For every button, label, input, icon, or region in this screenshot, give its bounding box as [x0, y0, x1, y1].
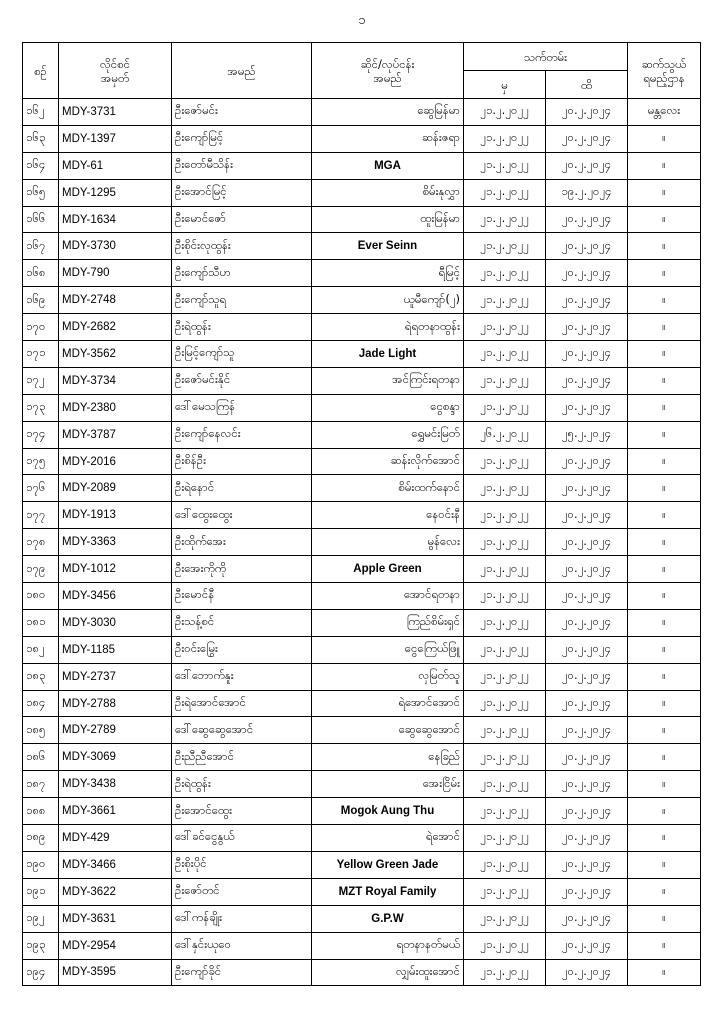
table-row — [23, 771, 701, 798]
row-number: ၁၈၈ — [23, 798, 59, 825]
row-number: ၁၇၃ — [23, 394, 59, 421]
table-row — [23, 636, 701, 663]
license-number: MDY-3030 — [59, 609, 172, 636]
table-row — [23, 663, 701, 690]
contact-office: ။ — [628, 421, 701, 448]
valid-to: ၂၀.၂.၂၀၂၄ — [546, 152, 628, 179]
header-from: မှ — [464, 71, 546, 99]
owner-name: ဒေါ်ဘောက်နူး — [172, 663, 312, 690]
row-number: ၁၈၆ — [23, 744, 59, 771]
valid-from: ၂၁.၂.၂၀၂၂ — [464, 99, 546, 126]
shop-name: ရွှေမင်းမြတ် — [312, 421, 464, 448]
shop-name: အေးငြိမ်း — [312, 771, 464, 798]
table-row — [23, 260, 701, 287]
valid-from: ၂၁.၂.၂၀၂၂ — [464, 260, 546, 287]
valid-from: ၂၁.၂.၂၀၂၂ — [464, 448, 546, 475]
shop-name: အောင်ရတနာ — [312, 583, 464, 610]
shop-name: ဆန်းဇရာ — [312, 125, 464, 152]
shop-name: ကြည်စိမ်းရှင် — [312, 609, 464, 636]
row-number: ၁၈၁ — [23, 609, 59, 636]
license-table — [22, 42, 701, 986]
row-number: ၁၉၄ — [23, 959, 59, 986]
owner-name: ဦးထိုက်အေး — [172, 529, 312, 556]
license-number: MDY-1913 — [59, 502, 172, 529]
shop-name: G.P.W — [312, 905, 464, 932]
owner-name: ဦးအောင်ထွေး — [172, 798, 312, 825]
valid-to: ၂၀.၂.၂၀၂၄ — [546, 556, 628, 583]
valid-from: ၂၁.၂.၂၀၂၂ — [464, 179, 546, 206]
row-number: ၁၈၄ — [23, 690, 59, 717]
contact-office: ။ — [628, 744, 701, 771]
row-number: ၁၉၂ — [23, 905, 59, 932]
owner-name: ဒေါ်ခင်ငွေနွယ် — [172, 825, 312, 852]
shop-name: ရတနာနတ်မယ် — [312, 932, 464, 959]
license-number: MDY-3787 — [59, 421, 172, 448]
owner-name: ဦးဇော်မင်းနိုင် — [172, 367, 312, 394]
contact-office: မန္တလေး — [628, 99, 701, 126]
valid-from: ၂၁.၂.၂၀၂၂ — [464, 744, 546, 771]
table-row — [23, 421, 701, 448]
valid-from: ၂၁.၂.၂၀၂၂ — [464, 233, 546, 260]
license-number: MDY-2748 — [59, 287, 172, 314]
valid-to: ၁၉.၂.၂၀၂၄ — [546, 179, 628, 206]
contact-office: ။ — [628, 341, 701, 368]
owner-name: ဦးဇော်မင်း — [172, 99, 312, 126]
contact-office: ။ — [628, 583, 701, 610]
owner-name: ဦးရဲထွန်း — [172, 771, 312, 798]
table-row — [23, 717, 701, 744]
row-number: ၁၆၈ — [23, 260, 59, 287]
table-row — [23, 233, 701, 260]
valid-to: ၂၀.၂.၂၀၂၄ — [546, 394, 628, 421]
table-row — [23, 448, 701, 475]
shop-name: နေခြည် — [312, 744, 464, 771]
valid-from: ၂၁.၂.၂၀၂၂ — [464, 905, 546, 932]
owner-name: ဦးမောင်ဇော် — [172, 206, 312, 233]
license-number: MDY-3466 — [59, 851, 172, 878]
row-number: ၁၇၆ — [23, 475, 59, 502]
license-number: MDY-3631 — [59, 905, 172, 932]
valid-from: ၂၁.၂.၂၀၂၂ — [464, 636, 546, 663]
valid-to: ၂၀.၂.၂၀၂၄ — [546, 206, 628, 233]
license-number: MDY-1397 — [59, 125, 172, 152]
contact-office: ။ — [628, 798, 701, 825]
license-number: MDY-2089 — [59, 475, 172, 502]
shop-name: ဆွေမြန်မာ — [312, 99, 464, 126]
table-row — [23, 152, 701, 179]
table-row — [23, 690, 701, 717]
owner-name: ဦးကျော်မြင့် — [172, 125, 312, 152]
contact-office: ။ — [628, 663, 701, 690]
row-number: ၁၈၂ — [23, 636, 59, 663]
table-row — [23, 744, 701, 771]
table-row — [23, 341, 701, 368]
shop-name: မွန်လေး — [312, 529, 464, 556]
owner-name: ဒေါ်ကန်ချိုး — [172, 905, 312, 932]
valid-to: ၂၀.၂.၂၀၂၄ — [546, 99, 628, 126]
contact-office: ။ — [628, 932, 701, 959]
row-number: ၁၇၀ — [23, 314, 59, 341]
owner-name: ဒေါ်ထွေးထွေး — [172, 502, 312, 529]
shop-name: စိမ်းနုလွှာ — [312, 179, 464, 206]
owner-name: ဦးအေးကိုကို — [172, 556, 312, 583]
valid-to: ၂၀.၂.၂၀၂၄ — [546, 878, 628, 905]
contact-office: ။ — [628, 825, 701, 852]
valid-to: ၂၀.၂.၂၀၂၄ — [546, 502, 628, 529]
license-number: MDY-1634 — [59, 206, 172, 233]
valid-from: ၂၁.၂.၂၀၂၂ — [464, 206, 546, 233]
contact-office: ။ — [628, 448, 701, 475]
contact-office: ။ — [628, 314, 701, 341]
row-number: ၁၇၇ — [23, 502, 59, 529]
valid-from: ၂၁.၂.၂၀၂၂ — [464, 556, 546, 583]
owner-name: ဦးစိန်ဦး — [172, 448, 312, 475]
shop-name: ရီမြင့် — [312, 260, 464, 287]
license-number: MDY-1185 — [59, 636, 172, 663]
valid-from: ၂၁.၂.၂၀၂၂ — [464, 394, 546, 421]
table-row — [23, 475, 701, 502]
contact-office: ။ — [628, 179, 701, 206]
table-row — [23, 367, 701, 394]
row-number: ၁၆၂ — [23, 99, 59, 126]
valid-from: ၂၁.၂.၂၀၂၂ — [464, 798, 546, 825]
valid-to: ၂၀.၂.၂၀၂၄ — [546, 959, 628, 986]
valid-to: ၂၀.၂.၂၀၂၄ — [546, 341, 628, 368]
valid-to: ၂၀.၂.၂၀၂၄ — [546, 314, 628, 341]
shop-name: လှမြတ်သူ — [312, 663, 464, 690]
valid-to: ၂၀.၂.၂၀၂၄ — [546, 367, 628, 394]
license-number: MDY-3456 — [59, 583, 172, 610]
shop-name: နေဝင်းနီ — [312, 502, 464, 529]
valid-from: ၂၁.၂.၂၀၂၂ — [464, 932, 546, 959]
contact-office: ။ — [628, 851, 701, 878]
row-number: ၁၆၃ — [23, 125, 59, 152]
table-row — [23, 179, 701, 206]
valid-from: ၂၁.၂.၂၀၂၂ — [464, 851, 546, 878]
row-number: ၁၇၄ — [23, 421, 59, 448]
contact-office: ။ — [628, 771, 701, 798]
table-row — [23, 287, 701, 314]
license-number: MDY-3069 — [59, 744, 172, 771]
shop-name: ငွေစန္ဒာ — [312, 394, 464, 421]
valid-to: ၂၀.၂.၂၀၂၄ — [546, 717, 628, 744]
header-period: သက်တမ်း — [464, 43, 628, 71]
valid-from: ၂၆.၂.၂၀၂၂ — [464, 421, 546, 448]
table-row — [23, 583, 701, 610]
row-number: ၁၇၂ — [23, 367, 59, 394]
row-number: ၁၉၁ — [23, 878, 59, 905]
row-number: ၁၆၇ — [23, 233, 59, 260]
license-number: MDY-1295 — [59, 179, 172, 206]
valid-from: ၂၁.၂.၂၀၂၂ — [464, 367, 546, 394]
license-number: MDY-2016 — [59, 448, 172, 475]
owner-name: ဦးသန့်စင် — [172, 609, 312, 636]
license-number: MDY-3661 — [59, 798, 172, 825]
valid-from: ၂၁.၂.၂၀၂၂ — [464, 314, 546, 341]
contact-office: ။ — [628, 260, 701, 287]
license-number: MDY-790 — [59, 260, 172, 287]
contact-office: ။ — [628, 287, 701, 314]
contact-office: ။ — [628, 367, 701, 394]
license-number: MDY-3734 — [59, 367, 172, 394]
owner-name: ဦးတော်မီသိန်း — [172, 152, 312, 179]
owner-name: ဦးစိုင်းလုထွန်း — [172, 233, 312, 260]
valid-from: ၂၁.၂.၂၀၂၂ — [464, 287, 546, 314]
row-number: ၁၆၉ — [23, 287, 59, 314]
valid-to: ၂၀.၂.၂၀၂၄ — [546, 771, 628, 798]
shop-name: Yellow Green Jade — [312, 851, 464, 878]
valid-from: ၂၁.၂.၂၀၂၂ — [464, 663, 546, 690]
contact-office: ။ — [628, 690, 701, 717]
valid-to: ၂၀.၂.၂၀၂၄ — [546, 609, 628, 636]
license-number: MDY-3595 — [59, 959, 172, 986]
contact-office: ။ — [628, 717, 701, 744]
valid-to: ၂၀.၂.၂၀၂၄ — [546, 636, 628, 663]
table-row — [23, 206, 701, 233]
valid-from: ၂၁.၂.၂၀၂၂ — [464, 690, 546, 717]
valid-from: ၂၁.၂.၂၀၂၂ — [464, 771, 546, 798]
row-number: ၁၈၃ — [23, 663, 59, 690]
owner-name: ဦးကျော်သူရ — [172, 287, 312, 314]
row-number: ၁၈၅ — [23, 717, 59, 744]
table-row — [23, 609, 701, 636]
valid-to: ၂၀.၂.၂၀၂၄ — [546, 125, 628, 152]
valid-from: ၂၁.၂.၂၀၂၂ — [464, 529, 546, 556]
contact-office: ။ — [628, 905, 701, 932]
valid-from: ၂၁.၂.၂၀၂၂ — [464, 609, 546, 636]
contact-office: ။ — [628, 529, 701, 556]
valid-to: ၂၀.၂.၂၀၂၄ — [546, 690, 628, 717]
table-row — [23, 314, 701, 341]
contact-office: ။ — [628, 475, 701, 502]
valid-from: ၂၁.၂.၂၀၂၂ — [464, 125, 546, 152]
shop-name: ရဲရတနာထွန်း — [312, 314, 464, 341]
shop-name: Apple Green — [312, 556, 464, 583]
row-number: ၁၆၅ — [23, 179, 59, 206]
contact-office: ။ — [628, 152, 701, 179]
row-number: ၁၉၃ — [23, 932, 59, 959]
owner-name: ဒေါ်ဆွေဆွေအောင် — [172, 717, 312, 744]
valid-to: ၂၀.၂.၂၀၂၄ — [546, 905, 628, 932]
owner-name: ဦးရဲအောင်အောင် — [172, 690, 312, 717]
table-row — [23, 798, 701, 825]
contact-office: ။ — [628, 636, 701, 663]
valid-to: ၂၀.၂.၂၀၂၄ — [546, 851, 628, 878]
license-number: MDY-2682 — [59, 314, 172, 341]
valid-to: ၂၀.၂.၂၀၂၄ — [546, 448, 628, 475]
row-number: ၁၈၉ — [23, 825, 59, 852]
valid-from: ၂၁.၂.၂၀၂၂ — [464, 717, 546, 744]
owner-name: ဒေါ်မေသကြန် — [172, 394, 312, 421]
license-number: MDY-2954 — [59, 932, 172, 959]
license-number: MDY-2737 — [59, 663, 172, 690]
shop-name: ဆန်းလိုက်အောင် — [312, 448, 464, 475]
owner-name: ဦးဇော်တင် — [172, 878, 312, 905]
valid-to: ၂၀.၂.၂၀၂၄ — [546, 663, 628, 690]
table-row — [23, 905, 701, 932]
license-number: MDY-2380 — [59, 394, 172, 421]
license-number: MDY-3562 — [59, 341, 172, 368]
contact-office: ။ — [628, 502, 701, 529]
table-row — [23, 556, 701, 583]
valid-from: ၂၁.၂.၂၀၂၂ — [464, 475, 546, 502]
owner-name: ဦးရဲထွန်း — [172, 314, 312, 341]
valid-to: ၂၅.၂.၂၀၂၄ — [546, 421, 628, 448]
header-no: စဉ် — [23, 43, 59, 99]
valid-from: ၂၁.၂.၂၀၂၂ — [464, 583, 546, 610]
valid-to: ၂၀.၂.၂၀၂၄ — [546, 825, 628, 852]
license-number: MDY-3438 — [59, 771, 172, 798]
valid-to: ၂၀.၂.၂၀၂၄ — [546, 744, 628, 771]
valid-to: ၂၀.၂.၂၀၂၄ — [546, 233, 628, 260]
table-row — [23, 394, 701, 421]
row-number: ၁၆၄ — [23, 152, 59, 179]
owner-name: ဦးအောင်မြင့် — [172, 179, 312, 206]
contact-office: ။ — [628, 609, 701, 636]
license-number: MDY-2789 — [59, 717, 172, 744]
license-number: MDY-429 — [59, 825, 172, 852]
license-number: MDY-3730 — [59, 233, 172, 260]
shop-name: MZT Royal Family — [312, 878, 464, 905]
license-number: MDY-61 — [59, 152, 172, 179]
owner-name: ဒေါ်နှင်းယုဝေ — [172, 932, 312, 959]
valid-to: ၂၀.၂.၂၀၂၄ — [546, 583, 628, 610]
valid-to: ၂၀.၂.၂၀၂၄ — [546, 475, 628, 502]
valid-to: ၂၀.၂.၂၀၂၄ — [546, 260, 628, 287]
owner-name: ဦးကျော်ခိုင် — [172, 959, 312, 986]
table-row — [23, 959, 701, 986]
valid-to: ၂၀.၂.၂၀၂၄ — [546, 287, 628, 314]
valid-from: ၂၁.၂.၂၀၂၂ — [464, 959, 546, 986]
row-number: ၁၈၇ — [23, 771, 59, 798]
license-number: MDY-2788 — [59, 690, 172, 717]
license-number: MDY-3622 — [59, 878, 172, 905]
valid-from: ၂၁.၂.၂၀၂၂ — [464, 878, 546, 905]
contact-office: ။ — [628, 206, 701, 233]
shop-name: အင်ကြင်းရတနာ — [312, 367, 464, 394]
row-number: ၁၇၈ — [23, 529, 59, 556]
header-to: ထိ — [546, 71, 628, 99]
header-shop: ဆိုင်/လုပ်ငန်း အမည် — [312, 43, 464, 99]
valid-to: ၂၀.၂.၂၀၂၄ — [546, 932, 628, 959]
license-number: MDY-1012 — [59, 556, 172, 583]
owner-name: ဦးစိုးပိုင် — [172, 851, 312, 878]
valid-to: ၂၀.၂.၂၀၂၄ — [546, 529, 628, 556]
owner-name: ဦးဝင်းမြွေး — [172, 636, 312, 663]
shop-name: Ever Seinn — [312, 233, 464, 260]
shop-name: ရဲအောင် — [312, 825, 464, 852]
row-number: ၁၆၆ — [23, 206, 59, 233]
page-number: ၁ — [358, 13, 366, 28]
header-place: ဆက်သွယ် ရမည့်ဌာန — [628, 43, 701, 99]
valid-from: ၂၁.၂.၂၀၂၂ — [464, 825, 546, 852]
shop-name: ရဲအောင်အောင် — [312, 690, 464, 717]
table-row — [23, 502, 701, 529]
table-row — [23, 878, 701, 905]
table-body — [23, 99, 701, 986]
table-row — [23, 932, 701, 959]
license-number: MDY-3363 — [59, 529, 172, 556]
shop-name: စိမ်းထက်နောင် — [312, 475, 464, 502]
row-number: ၁၇၉ — [23, 556, 59, 583]
row-number: ၁၇၅ — [23, 448, 59, 475]
valid-from: ၂၁.၂.၂၀၂၂ — [464, 341, 546, 368]
owner-name: ဦးမောင်နီ — [172, 583, 312, 610]
owner-name: ဦးရဲနောင် — [172, 475, 312, 502]
owner-name: ဦးကျော်သီဟ — [172, 260, 312, 287]
table-row — [23, 125, 701, 152]
shop-name: Jade Light — [312, 341, 464, 368]
header-license: လိုင်စင် အမှတ် — [59, 43, 172, 99]
table-row — [23, 851, 701, 878]
contact-office: ။ — [628, 125, 701, 152]
contact-office: ။ — [628, 394, 701, 421]
shop-name: လျှမ်းထူးအောင် — [312, 959, 464, 986]
table-row — [23, 529, 701, 556]
table-row — [23, 99, 701, 126]
valid-from: ၂၁.၂.၂၀၂၂ — [464, 502, 546, 529]
shop-name: ထူးမြန်မာ — [312, 206, 464, 233]
contact-office: ။ — [628, 556, 701, 583]
shop-name: ငွေကြေယ်ဖြူ — [312, 636, 464, 663]
contact-office: ။ — [628, 959, 701, 986]
contact-office: ။ — [628, 878, 701, 905]
shop-name: ဆွေဆွေအောင် — [312, 717, 464, 744]
license-number: MDY-3731 — [59, 99, 172, 126]
owner-name: ဦးညီညီအောင် — [172, 744, 312, 771]
table-row — [23, 825, 701, 852]
row-number: ၁၉၀ — [23, 851, 59, 878]
header-name: အမည် — [172, 43, 312, 99]
valid-from: ၂၁.၂.၂၀၂၂ — [464, 152, 546, 179]
contact-office: ။ — [628, 233, 701, 260]
row-number: ၁၈၀ — [23, 583, 59, 610]
shop-name: MGA — [312, 152, 464, 179]
valid-to: ၂၀.၂.၂၀၂၄ — [546, 798, 628, 825]
shop-name: Mogok Aung Thu — [312, 798, 464, 825]
owner-name: ဦးကျော်နေလင်း — [172, 421, 312, 448]
shop-name: ယူမီကျော်(၂) — [312, 287, 464, 314]
owner-name: ဦးမြင့်ကျော်သူ — [172, 341, 312, 368]
row-number: ၁၇၁ — [23, 341, 59, 368]
